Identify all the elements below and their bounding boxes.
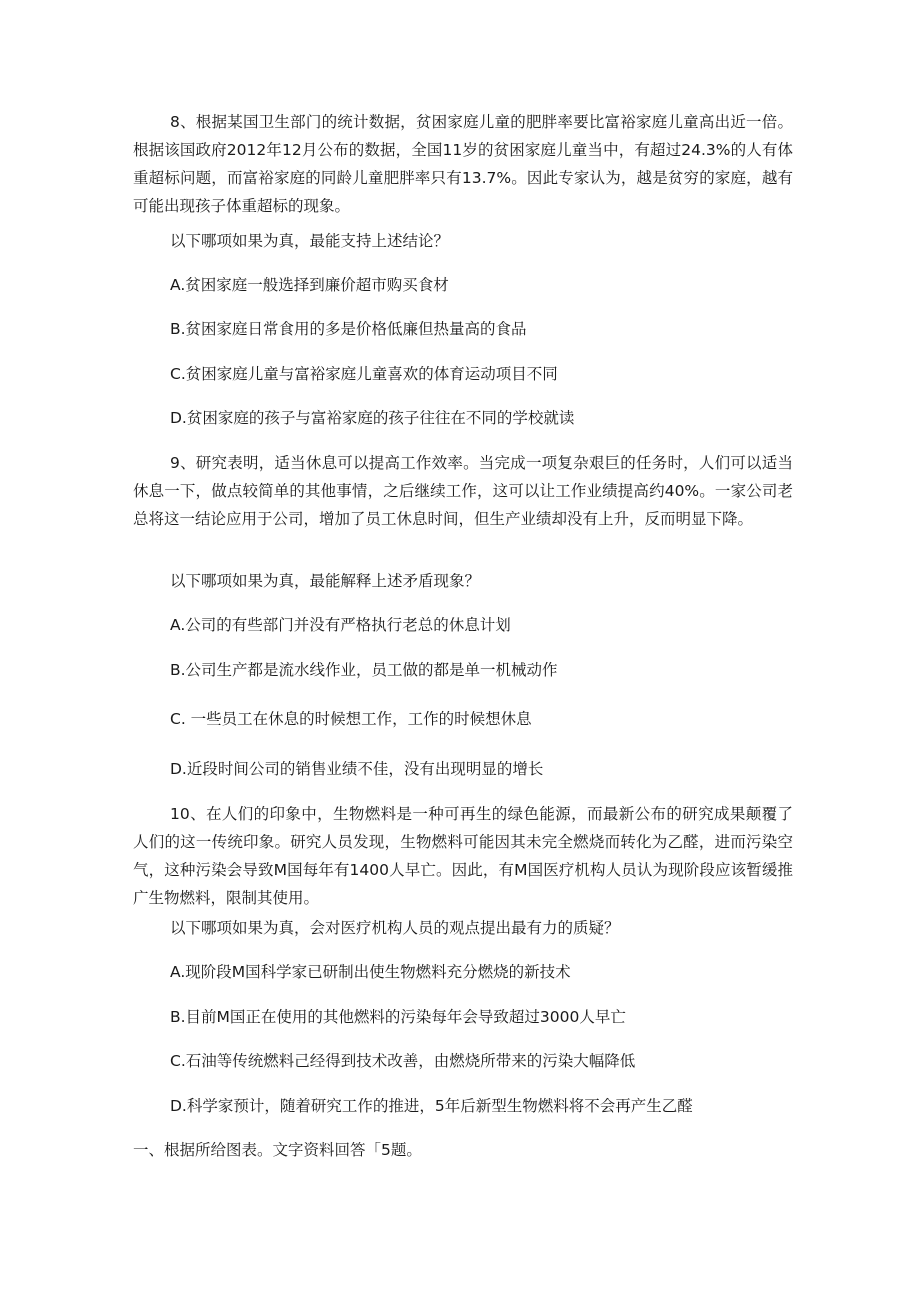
question-8-prompt: 以下哪项如果为真，最能支持上述结论？ — [170, 232, 450, 250]
section-heading: 一、根据所给图表。文字资料回答「5题。 — [133, 1141, 422, 1159]
question-9-stem: 9、研究表明，适当休息可以提高工作效率。当完成一项复杂艰巨的任务时，人们可以适当休息一下，做点较简单的其他事情，之后继续工作，这可以让工作业绩提高约40%。一家公司老总将这一结论应用于公司，增加了员工休息时间，但生产业绩却没有上升，反而明显下降。 — [133, 454, 793, 528]
question-10-prompt: 以下哪项如果为真，会对医疗机构人员的观点提出最有力的质疑？ — [170, 919, 620, 937]
question-8-option-d: D.贫困家庭的孩子与富裕家庭的孩子往往在不同的学校就读 — [170, 409, 575, 427]
question-9-option-d: D.近段时间公司的销售业绩不佳，没有出现明显的增长 — [170, 760, 544, 778]
question-8-option-b: B.贫困家庭日常食用的多是价格低廉但热量高的食品 — [170, 320, 527, 338]
question-9-option-c: C. 一些员工在休息的时候想工作，工作的时候想休息 — [170, 710, 532, 728]
question-10-option-d: D.科学家预计，随着研究工作的推进，5年后新型生物燃料将不会再产生乙醛 — [170, 1097, 693, 1115]
question-9-option-a: A.公司的有些部门并没有严格执行老总的休息计划 — [170, 616, 511, 634]
question-9-option-b: B.公司生产都是流水线作业，员工做的都是单一机械动作 — [170, 661, 558, 679]
question-10-option-a: A.现阶段M国科学家已研制出使生物燃料充分燃烧的新技术 — [170, 963, 571, 981]
question-8-stem: 8、根据某国卫生部门的统计数据，贫困家庭儿童的肥胖率要比富裕家庭儿童高出近一倍。根据该国政府2012年12月公布的数据，全国11岁的贫困家庭儿童当中，有超过24.3%的人有体重超标问题，而富裕家庭的同龄儿童肥胖率只有13.7%。因此专家认为，越是贫穷的家庭，越有可能出现孩子体重超标的现象。 — [133, 113, 793, 215]
question-8-option-c: C.贫困家庭儿童与富裕家庭儿童喜欢的体育运动项目不同 — [170, 365, 558, 383]
question-8-option-a: A.贫困家庭一般选择到廉价超市购买食材 — [170, 276, 449, 294]
question-10-option-b: B.目前M国正在使用的其他燃料的污染每年会导致超过3000人早亡 — [170, 1008, 626, 1026]
question-9-prompt: 以下哪项如果为真，最能解释上述矛盾现象？ — [170, 572, 481, 590]
question-10-stem: 10、在人们的印象中，生物燃料是一种可再生的绿色能源，而最新公布的研究成果颠覆了人们的这一传统印象。研究人员发现，生物燃料可能因其未完全燃烧而转化为乙醛，进而污染空气，这种污染会导致M国每年有1400人早亡。因此，有M国医疗机构人员认为现阶段应该暂缓推广生物燃料，限制其使用。 — [133, 805, 793, 907]
question-10-option-c: C.石油等传统燃料己经得到技术改善，由燃烧所带来的污染大幅降低 — [170, 1052, 636, 1070]
